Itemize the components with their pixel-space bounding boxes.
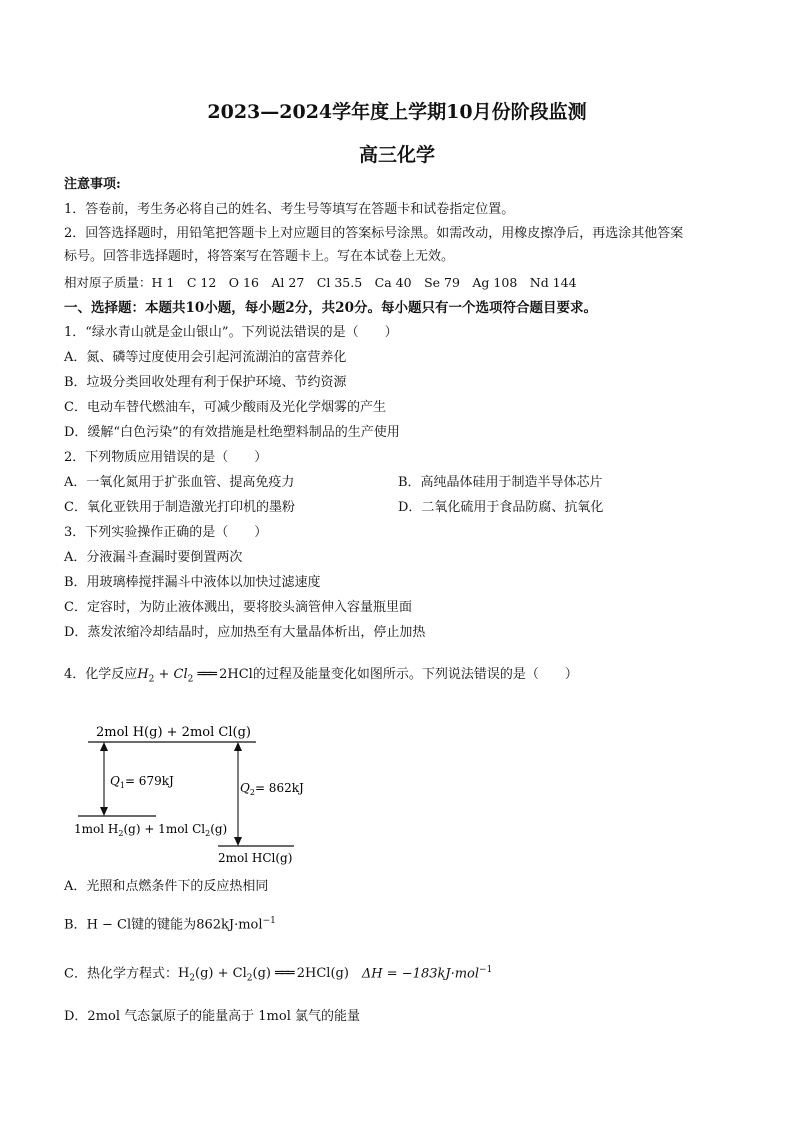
delta-h-value: ΔH = −183kJ·mol bbox=[361, 966, 480, 982]
exam-title: 2023—2024学年度上学期10月份阶段监测 bbox=[207, 101, 587, 123]
q3-option-d: D．蒸发浓缩冷却结晶时，应加热至有大量晶体析出，停止加热 bbox=[64, 625, 426, 640]
notice-item-2-cont: 标号。回答非选择题时，将答案写在答题卡上。写在本试卷上无效。 bbox=[64, 249, 455, 264]
q2-option-d: D．二氧化硫用于食品防腐、抗氧化 bbox=[398, 500, 604, 515]
q4-option-b-prefix: B． bbox=[64, 917, 87, 933]
q4-stem-suffix: 的过程及能量变化如图所示。下列说法错误的是（ ） bbox=[252, 667, 578, 682]
q4-equation: $H_2 + Cl_2$ ═══ 2HCl bbox=[137, 667, 253, 685]
q2-stem: 2．下列物质应用错误的是（ ） bbox=[64, 450, 268, 465]
q2-option-c: C．氧化亚铁用于制造激光打印机的墨粉 bbox=[64, 500, 295, 515]
q2-arrow-head-up bbox=[234, 742, 242, 751]
q2-option-a: A．一氧化氮用于扩张血管、提高免疫力 bbox=[64, 475, 295, 490]
energy-diagram bbox=[70, 712, 330, 872]
q1-label: $Q_1= 679kJ$ bbox=[110, 774, 174, 790]
q4-option-a: A．光照和点燃条件下的反应热相同 bbox=[64, 879, 269, 894]
q1-option-a: A．氮、磷等过度使用会引起河流湖泊的富营养化 bbox=[64, 350, 347, 365]
thermo-equation: $H_2(g) + Cl_2(g)$ ═══ 2HCl(g) bbox=[177, 966, 362, 984]
q1-stem: 1．“绿水青山就是金山银山”。下列说法错误的是（ ） bbox=[64, 325, 398, 340]
q2-option-b: B．高纯晶体硅用于制造半导体芯片 bbox=[398, 475, 603, 490]
atomic-mass-line: 相对原子质量：H 1 C 12 O 16 Al 27 Cl 35.5 Ca 40 Se 79 Ag 108 Nd 144 bbox=[64, 275, 577, 290]
middle-level-label: 1mol $H_2(g) + 1mol$ $Cl_2(g)$ bbox=[74, 822, 228, 838]
q1-arrow-head-down bbox=[100, 807, 108, 816]
q1-option-b: B．垃圾分类回收处理有利于保护环境、节约资源 bbox=[64, 375, 347, 390]
q3-option-b: B．用玻璃棒搅拌漏斗中液体以加快过滤速度 bbox=[64, 575, 321, 590]
q4-option-c: C．热化学方程式：$H_2(g) + Cl_2(g)$ ═══ 2HCl(g) ΔH = −183kJ·mol$^{-1}$ bbox=[64, 965, 493, 984]
q4-option-b-suffix: 键的键能为 bbox=[131, 917, 197, 933]
q4-stem bbox=[64, 666, 578, 689]
q3-option-c: C．定容时，为防止液体溅出，要将胶头滴管伸入容量瓶里面 bbox=[64, 600, 412, 615]
q1-option-d: D．缓解“白色污染”的有效措施是杜绝塑料制品的生产使用 bbox=[64, 425, 400, 440]
h-cl-bond: H − Cl bbox=[86, 917, 132, 933]
bond-energy-value: 862kJ·mol bbox=[196, 917, 263, 933]
q3-stem: 3．下列实验操作正确的是（ ） bbox=[64, 525, 268, 540]
q3-option-a: A．分液漏斗查漏时要倒置两次 bbox=[64, 550, 243, 565]
q2-arrow-head-down bbox=[234, 837, 242, 846]
q4-stem-prefix: 4．化学反应 bbox=[64, 667, 138, 682]
q4-option-d: D．2mol 气态氯原子的能量高于 1mol 氯气的能量 bbox=[64, 1009, 360, 1024]
q4-option-b: B．H − Cl键的键能为862kJ·mol$^{-1}$ bbox=[64, 916, 276, 933]
exam-subject: 高三化学 bbox=[358, 144, 435, 166]
bottom-level-label: 2mol HCl(g) bbox=[218, 851, 293, 865]
q1-arrow-head-up bbox=[100, 742, 108, 751]
q1-option-c: C．电动车替代燃油车，可减少酸雨及光化学烟雾的产生 bbox=[64, 400, 386, 415]
notice-item-1: 1．答卷前，考生务必将自己的姓名、考生号等填写在答题卡和试卷指定位置。 bbox=[64, 202, 515, 217]
notice-heading: 注意事项: bbox=[64, 177, 121, 192]
q2-label: $Q_2= 862kJ$ bbox=[240, 781, 304, 797]
q4-option-c-prefix: C．热化学方程式： bbox=[64, 966, 178, 982]
notice-item-2: 2．回答选择题时，用铅笔把答题卡上对应题目的答案标号涂黑。如需改动，用橡皮擦净后，再选涂其他答案 bbox=[64, 226, 684, 241]
top-level-label: 2mol H(g) + 2mol Cl(g) bbox=[96, 725, 251, 740]
section-heading: 一、选择题：本题共10小题，每小题2分，共20分。每小题只有一个选项符合题目要求。 bbox=[64, 300, 597, 316]
